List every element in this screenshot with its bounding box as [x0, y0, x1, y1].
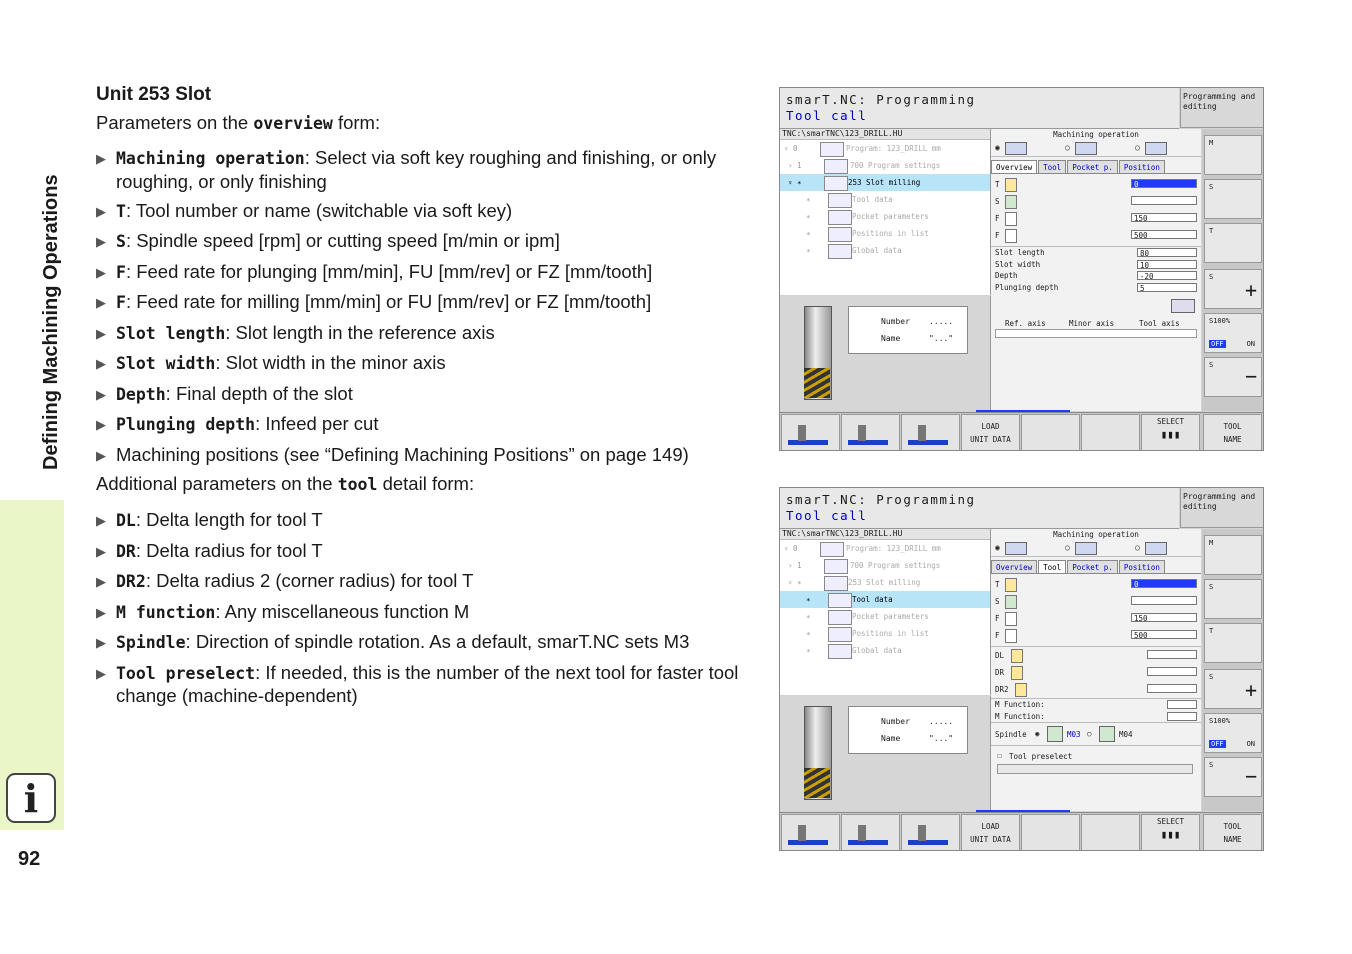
program-tree: [780, 129, 991, 295]
bullet-arrow-icon: ▶: [96, 543, 106, 559]
form-tabs: [991, 160, 1201, 174]
right-softkey-bar: [1202, 129, 1264, 411]
load-unit-data-softkey[interactable]: LOAD UNIT DATA: [961, 814, 1020, 851]
tree-row[interactable]: ∗ Pocket parameters: [780, 208, 990, 225]
slot-icon: [824, 176, 848, 191]
roughing-finishing-icon: [1005, 142, 1027, 155]
list-item: ▶ M function: Any miscellaneous function M: [96, 601, 758, 625]
s-softkey[interactable]: S: [1204, 579, 1262, 619]
tab-tool[interactable]: Tool: [1038, 160, 1066, 173]
tool-preview: [780, 296, 991, 411]
bullet-arrow-icon: ▶: [96, 513, 106, 528]
tab-position[interactable]: Position: [1119, 160, 1165, 173]
file-path: TNC:\smarTNC\123_DRILL.HU: [780, 129, 990, 140]
plunging-feed-input[interactable]: 150: [1131, 613, 1197, 622]
m-softkey[interactable]: M: [1204, 135, 1262, 175]
dl-row: DL: [991, 647, 1201, 664]
plunge-feed-icon: [1005, 212, 1017, 226]
spindle-plus-softkey[interactable]: S +: [1204, 669, 1262, 709]
field-row-t: T 0: [991, 576, 1201, 593]
tree-row[interactable]: ▿ ∗ 253 Slot milling: [780, 574, 990, 591]
form-tabs: [991, 560, 1201, 574]
additional-paragraph: Additional parameters on the tool detail form:: [96, 473, 475, 494]
spindle-speed-input[interactable]: [1131, 596, 1197, 605]
tab-pocket[interactable]: Pocket p.: [1067, 560, 1118, 573]
override-softkey[interactable]: S100% OFF ON: [1204, 713, 1262, 753]
select-tools-icon: ▮▮▮: [1160, 828, 1181, 841]
screen-header: [780, 488, 1179, 529]
bullet-arrow-icon: ▶: [96, 604, 106, 620]
axis-input-row[interactable]: [995, 329, 1197, 338]
bullet-arrow-icon: ▶: [96, 325, 106, 341]
globe-icon: [828, 244, 852, 259]
radio-icon[interactable]: ○: [1087, 729, 1092, 738]
tool-info-card: Number ..... Name "...": [848, 706, 968, 754]
field-row-s: S: [991, 593, 1201, 610]
radio-selected-icon[interactable]: ◉: [1035, 729, 1040, 738]
screenshot-tool-form: [779, 487, 1264, 851]
list-item: ▶ S: Spindle speed [rpm] or cutting speed [m/min or ipm]: [96, 230, 758, 254]
radio-icon[interactable]: ○: [1065, 543, 1070, 552]
radio-icon[interactable]: ○: [1135, 143, 1140, 152]
m-softkey[interactable]: M: [1204, 535, 1262, 575]
mode-indicator: Programming and editing: [1180, 88, 1264, 128]
roughing-finishing-softkey[interactable]: [781, 414, 840, 451]
tool-tip-graphic: [804, 368, 830, 398]
tab-overview[interactable]: Overview: [991, 160, 1037, 173]
empty-softkey[interactable]: [1081, 414, 1140, 451]
tree-row[interactable]: ▿ 0 Program: 123_DRILL mm: [780, 140, 990, 157]
dr-row: DR: [991, 664, 1201, 681]
spindle-plus-softkey[interactable]: S +: [1204, 269, 1262, 309]
spindle-minus-softkey[interactable]: S −: [1204, 757, 1262, 797]
select-tools-icon: ▮▮▮: [1160, 428, 1181, 441]
field-row-f1: F 150: [991, 210, 1201, 227]
tool-preview: [780, 696, 991, 811]
plunging-depth-input[interactable]: 5: [1137, 283, 1197, 292]
bottom-softkey-bar: [780, 812, 1264, 851]
list-item: ▶ Plunging depth: Infeed per cut: [96, 413, 758, 437]
tool-preselect-section: ☐ Tool preselect: [991, 745, 1201, 776]
plus-icon: +: [1244, 678, 1257, 702]
pocket-icon: [828, 210, 852, 225]
tool-name-softkey[interactable]: TOOL NAME: [1203, 414, 1262, 451]
list-item: ▶ Depth: Final depth of the slot: [96, 383, 758, 407]
t-softkey[interactable]: T: [1204, 223, 1262, 263]
dr-icon: [1011, 666, 1023, 680]
list-item: ▶ Machining positions (see “Defining Machining Positions” on page 149): [96, 444, 758, 468]
m-function-section: [991, 698, 1201, 722]
tree-row[interactable]: ∗ Tool data: [780, 591, 990, 608]
roughing-icon: [1075, 542, 1097, 555]
right-softkey-bar: [1202, 529, 1264, 811]
m-function-input[interactable]: [1167, 700, 1197, 709]
machining-operation-selector[interactable]: [991, 540, 1201, 557]
screen-subtitle: Tool call: [786, 508, 868, 523]
tab-position[interactable]: Position: [1119, 560, 1165, 573]
finishing-softkey[interactable]: [901, 414, 960, 451]
roughing-finishing-softkey[interactable]: [781, 814, 840, 851]
s-softkey[interactable]: S: [1204, 179, 1262, 219]
radio-icon[interactable]: ○: [1065, 143, 1070, 152]
field-row-f1: F 150: [991, 610, 1201, 627]
tool-parameter-list: [96, 509, 758, 708]
overview-parameter-list: [96, 147, 758, 467]
section-heading: Unit 253 Slot: [96, 84, 212, 105]
minus-icon: −: [1244, 364, 1257, 388]
spindle-row: Spindle ◉ M03 ○ M04: [991, 722, 1201, 745]
tool-name-softkey[interactable]: TOOL NAME: [1203, 814, 1262, 851]
m-function-row: M Function:: [991, 711, 1201, 723]
tool-icon: [828, 193, 852, 208]
bullet-arrow-icon: ▶: [96, 635, 106, 650]
tab-overview[interactable]: Overview: [991, 560, 1037, 573]
bullet-arrow-icon: ▶: [96, 264, 106, 280]
param-row: Slot length 80: [991, 247, 1201, 259]
slot-parameters: [991, 246, 1201, 293]
bullet-arrow-icon: ▶: [96, 234, 106, 249]
empty-softkey[interactable]: [1021, 414, 1080, 451]
dl-icon: [1011, 649, 1023, 663]
roughing-icon: [1075, 142, 1097, 155]
bullet-arrow-icon: ▶: [96, 203, 106, 219]
preselect-input[interactable]: [997, 764, 1193, 774]
roughing-finishing-icon: [1005, 542, 1027, 555]
spindle-icon: [1005, 595, 1017, 609]
empty-softkey[interactable]: [1081, 814, 1140, 851]
list-item: ▶ F: Feed rate for plunging [mm/min], FU [mm/rev] or FZ [mm/tooth]: [96, 261, 758, 285]
bullet-arrow-icon: ▶: [96, 295, 106, 310]
select-softkey[interactable]: SELECT ▮▮▮: [1141, 814, 1200, 851]
intro-paragraph: Parameters on the overview form:: [96, 112, 381, 133]
dr2-row: DR2: [991, 681, 1201, 698]
tab-pocket[interactable]: Pocket p.: [1067, 160, 1118, 173]
radio-selected-icon[interactable]: ◉: [995, 543, 1000, 552]
tool-icon: [1005, 178, 1017, 192]
program-icon: [820, 542, 844, 557]
page-number: 92: [18, 848, 41, 870]
settings-icon: [824, 559, 848, 574]
dr-input[interactable]: [1147, 667, 1197, 676]
bullet-arrow-icon: ▶: [96, 356, 106, 371]
tab-tool[interactable]: Tool: [1038, 560, 1066, 573]
mode-indicator: Programming and editing: [1180, 488, 1264, 528]
list-item: ▶ Slot length: Slot length in the reference axis: [96, 322, 758, 346]
axis-section: [991, 293, 1201, 337]
list-item: ▶ Tool preselect: If needed, this is the number of the next tool for faster tool change (machine-dependent): [96, 661, 739, 706]
tool-number-input[interactable]: 0: [1131, 579, 1197, 588]
tool-info-card: Number ..... Name "...": [848, 306, 968, 354]
preselect-checkbox[interactable]: ☐: [997, 751, 1002, 760]
screen-subtitle: Tool call: [786, 108, 868, 123]
bullet-arrow-icon: ▶: [96, 447, 106, 463]
empty-softkey[interactable]: [1021, 814, 1080, 851]
tree-row[interactable]: ∗ Global data: [780, 242, 990, 259]
screen-header: [780, 88, 1179, 129]
load-unit-data-softkey[interactable]: LOAD UNIT DATA: [961, 414, 1020, 451]
tool-number-input[interactable]: 0: [1131, 179, 1197, 188]
bottom-softkey-bar: [780, 412, 1264, 451]
list-item: ▶ Machining operation: Select via soft key roughing and finishing, or only roughing, or only finishing: [96, 147, 717, 192]
mill-feed-icon: [1005, 629, 1017, 643]
tree-row[interactable]: › 1 700 Program settings: [780, 557, 990, 574]
m-function-row: M Function:: [991, 699, 1201, 711]
list-item: ▶ T: Tool number or name (switchable via soft key): [96, 200, 758, 224]
t-softkey[interactable]: T: [1204, 623, 1262, 663]
m03-icon: [1047, 726, 1063, 742]
finishing-icon: [1145, 142, 1167, 155]
positions-icon: [828, 227, 852, 242]
mill-feed-icon: [1005, 229, 1017, 243]
minor-axis-label: Minor axis: [1069, 319, 1115, 328]
param-row: Slot width 10: [991, 259, 1201, 271]
list-item: ▶ DL: Delta length for tool T: [96, 509, 758, 533]
finishing-softkey[interactable]: [901, 814, 960, 851]
plus-icon: +: [1244, 278, 1257, 302]
ref-axis-label: Ref. axis: [1005, 319, 1046, 328]
radio-selected-icon[interactable]: ◉: [995, 143, 1000, 152]
tool-axis-label: Tool axis: [1139, 319, 1180, 328]
tool-tip-graphic: [804, 768, 830, 798]
tree-row[interactable]: › 1 700 Program settings: [780, 157, 990, 174]
tree-row[interactable]: ∗ Positions in list: [780, 225, 990, 242]
spindle-minus-softkey[interactable]: S −: [1204, 357, 1262, 397]
bullet-arrow-icon: ▶: [96, 574, 106, 589]
list-item: ▶ F: Feed rate for milling [mm/min] or FU [mm/rev] or FZ [mm/tooth]: [96, 291, 758, 315]
tool-icon: [1005, 578, 1017, 592]
screen-title: smarT.NC: Programming: [786, 492, 976, 507]
slot-length-input[interactable]: 80: [1137, 248, 1197, 257]
tree-row[interactable]: ∗ Pocket parameters: [780, 608, 990, 625]
list-item: ▶ Spindle: Direction of spindle rotation. As a default, smarT.NC sets M3: [96, 631, 758, 655]
settings-icon: [824, 159, 848, 174]
slot-width-input[interactable]: 10: [1137, 260, 1197, 269]
list-item: ▶ DR: Delta radius for tool T: [96, 540, 758, 564]
field-row-f2: F 500: [991, 627, 1201, 644]
pattern-icon: [1171, 299, 1195, 313]
select-softkey[interactable]: SELECT ▮▮▮: [1141, 414, 1200, 451]
spindle-icon: [1005, 195, 1017, 209]
bullet-arrow-icon: ▶: [96, 417, 106, 432]
override-softkey[interactable]: S100% OFF ON: [1204, 313, 1262, 353]
tool-form: [991, 529, 1201, 811]
bullet-arrow-icon: ▶: [96, 386, 106, 402]
tree-row[interactable]: ∗ Positions in list: [780, 625, 990, 642]
list-item: ▶ Slot width: Slot width in the minor axis: [96, 352, 758, 376]
radio-icon[interactable]: ○: [1135, 543, 1140, 552]
plunge-feed-icon: [1005, 612, 1017, 626]
milling-feed-input[interactable]: 500: [1131, 630, 1197, 639]
plunging-feed-input[interactable]: 150: [1131, 213, 1197, 222]
tool-icon: [828, 593, 852, 608]
pocket-icon: [828, 610, 852, 625]
tree-row[interactable]: ▿ ∗ 253 Slot milling: [780, 174, 990, 191]
finishing-icon: [1145, 542, 1167, 555]
chapter-title: Defining Machining Operations: [40, 174, 62, 470]
screen-title: smarT.NC: Programming: [786, 92, 976, 107]
list-item: ▶ DR2: Delta radius 2 (corner radius) for tool T: [96, 570, 758, 594]
dr2-input[interactable]: [1147, 684, 1197, 693]
param-row: Depth -20: [991, 270, 1201, 282]
globe-icon: [828, 644, 852, 659]
machining-operation-selector[interactable]: [991, 140, 1201, 157]
dl-input[interactable]: [1147, 650, 1197, 659]
program-tree: [780, 529, 991, 695]
field-row-s: S: [991, 193, 1201, 210]
roughing-softkey[interactable]: [841, 814, 900, 851]
screenshot-overview-form: [779, 87, 1264, 451]
roughing-softkey[interactable]: [841, 414, 900, 451]
param-row: Plunging depth 5: [991, 282, 1201, 294]
machining-operation-label: Machining operation: [1053, 130, 1139, 139]
field-row-t: T 0: [991, 176, 1201, 193]
info-icon: i: [6, 773, 56, 823]
m-function-input[interactable]: [1167, 712, 1197, 721]
dr2-icon: [1015, 683, 1027, 697]
spindle-speed-input[interactable]: [1131, 196, 1197, 205]
slot-icon: [824, 576, 848, 591]
tree-row[interactable]: ∗ Tool data: [780, 191, 990, 208]
milling-feed-input[interactable]: 500: [1131, 230, 1197, 239]
bullet-arrow-icon: ▶: [96, 665, 106, 681]
file-path: TNC:\smarTNC\123_DRILL.HU: [780, 529, 990, 540]
machining-operation-label: Machining operation: [1053, 530, 1139, 539]
tree-row[interactable]: ∗ Global data: [780, 642, 990, 659]
tree-row[interactable]: ▿ 0 Program: 123_DRILL mm: [780, 540, 990, 557]
minus-icon: −: [1244, 764, 1257, 788]
positions-icon: [828, 627, 852, 642]
bullet-arrow-icon: ▶: [96, 151, 106, 166]
field-row-f2: F 500: [991, 227, 1201, 244]
delta-section: [991, 646, 1201, 698]
overview-form: [991, 129, 1201, 411]
program-icon: [820, 142, 844, 157]
depth-input[interactable]: -20: [1137, 271, 1197, 280]
m04-icon: [1099, 726, 1115, 742]
